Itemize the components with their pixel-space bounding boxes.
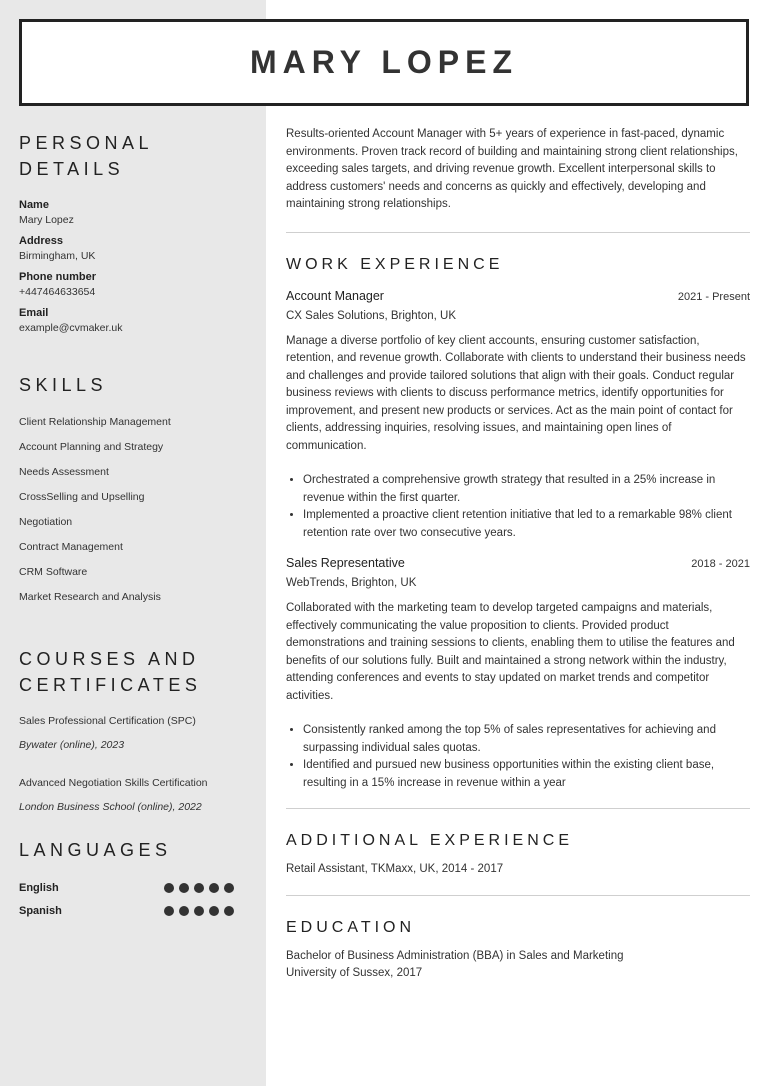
skill-item: Negotiation — [19, 516, 73, 528]
languages-heading: LANGUAGES — [19, 840, 172, 860]
divider — [286, 808, 750, 809]
achievements-list — [286, 722, 750, 792]
languages-list — [19, 876, 249, 922]
job-header — [286, 287, 750, 305]
job-description: Manage a diverse portfolio of key client accounts, ensuring customer satisfaction, retention, and revenue growth. Collaborate with clients to understand their business needs and challenges and provide tailored solutions that align with their goals. Conduct regular business reviews with clients to discuss performance metrics, identify opportunities for improvement, and present new products or services. Act as the main point of contact for clients, addressing inquiries, resolving issues, and maintaining open lines of communication. — [286, 334, 746, 452]
email-value: example@cvmaker.uk — [19, 322, 123, 334]
job-entry — [286, 554, 750, 792]
language-row — [19, 876, 234, 899]
phone-value: +447464633654 — [19, 286, 96, 298]
additional-experience-heading: ADDITIONAL EXPERIENCE — [286, 832, 574, 849]
skill-item: CrossSelling and Upselling — [19, 491, 145, 503]
course-name: Advanced Negotiation Skills Certification — [19, 777, 208, 789]
personal-details-list — [19, 198, 249, 336]
address-label: Address — [19, 235, 64, 247]
level-dot — [179, 883, 189, 893]
skill-item: Client Relationship Management — [19, 416, 171, 428]
language-name: Spanish — [19, 904, 62, 917]
level-dot — [164, 883, 174, 893]
divider — [286, 232, 750, 233]
skill-item: Account Planning and Strategy — [19, 441, 164, 453]
achievement-item: • Orchestrated a comprehensive growth strategy that resulted in a 25% increase in revenue within the first quarter. — [303, 472, 750, 507]
language-name: English — [19, 881, 59, 894]
phone-label: Phone number — [19, 271, 97, 283]
personal-details-heading: PERSONAL DETAILS — [19, 133, 153, 179]
skill-item: Market Research and Analysis — [19, 591, 161, 603]
education-heading: EDUCATION — [286, 918, 416, 936]
level-dot — [224, 906, 234, 916]
level-dot — [194, 883, 204, 893]
job-title: Account Manager — [286, 288, 384, 303]
job-company: WebTrends, Brighton, UK — [286, 577, 417, 589]
job-dates: 2021 - Present — [677, 290, 750, 303]
job-entry — [286, 287, 750, 543]
education-school: University of Sussex, 2017 — [286, 967, 423, 979]
job-title: Sales Representative — [286, 556, 405, 570]
level-dot — [179, 906, 189, 916]
language-row — [19, 899, 234, 922]
skills-heading: SKILLS — [19, 375, 108, 395]
course-name: Sales Professional Certification (SPC) — [19, 715, 196, 727]
main-content — [286, 126, 750, 983]
name-value: Mary Lopez — [19, 214, 74, 226]
level-dot — [194, 906, 204, 916]
job-company: CX Sales Solutions, Brighton, UK — [286, 309, 457, 322]
professional-summary: Results-oriented Account Manager with 5+ years of experience in fast-paced, dynamic environments. Proven track record of building and maintaining strong client relationships, exceeding sales targets, and driving revenue growth. Excellent interpersonal skills to address customers' needs and concerns as quickly and effectively, developing and maintaining strong relationships. — [286, 128, 738, 210]
courses-heading-line1: COURSES AND — [19, 649, 200, 669]
language-level-dots — [164, 883, 234, 893]
courses-heading-line2: CERTIFICATES — [19, 675, 202, 695]
education-degree: Bachelor of Business Administration (BBA) in Sales and Marketing — [286, 949, 624, 962]
course-item — [19, 775, 249, 815]
level-dot — [209, 883, 219, 893]
skill-item: Contract Management — [19, 541, 123, 553]
achievements-list — [286, 472, 750, 542]
candidate-name: MARY LOPEZ — [249, 44, 518, 80]
skill-item: CRM Software — [19, 566, 88, 578]
skills-list — [19, 410, 249, 610]
courses-list — [19, 713, 249, 815]
job-header — [286, 554, 750, 572]
level-dot — [224, 883, 234, 893]
work-experience-heading: WORK EXPERIENCE — [286, 255, 504, 273]
course-item — [19, 713, 249, 753]
courses-heading — [19, 646, 249, 698]
course-meta: Bywater (online), 2023 — [19, 739, 125, 751]
achievement-item: • Consistently ranked among the top 5% of sales representatives for achieving and surpassing individual sales quotas. — [303, 722, 750, 757]
course-meta: London Business School (online), 2022 — [19, 801, 202, 813]
divider — [286, 895, 750, 896]
level-dot — [209, 906, 219, 916]
address-value: Birmingham, UK — [19, 250, 96, 262]
achievement-item: • Implemented a proactive client retention initiative that led to a remarkable 98% client retention rate over two consecutive years. — [303, 507, 750, 542]
job-description: Collaborated with the marketing team to develop targeted campaigns and materials, effectively communicating the value proposition to clients. Provided product demonstrations and training sessions to clients, enabling them to utilise the features and benefits of our solutions fully. Built and maintained a strong network within the industry, attending conferences and events to stay updated on market trends and competitor activities. — [286, 602, 735, 702]
skill-item: Needs Assessment — [19, 466, 109, 478]
email-label: Email — [19, 307, 49, 319]
name-header — [19, 19, 749, 106]
sidebar-content — [19, 130, 249, 922]
job-dates: 2018 - 2021 — [691, 558, 750, 570]
name-label: Name — [19, 199, 49, 211]
achievement-item: • Identified and pursued new business opportunities within the existing client base, resulting in a 15% increase in revenue within a year — [303, 757, 750, 792]
additional-experience-item: Retail Assistant, TKMaxx, UK, 2014 - 2017 — [286, 863, 504, 875]
level-dot — [164, 906, 174, 916]
language-level-dots — [164, 906, 234, 916]
